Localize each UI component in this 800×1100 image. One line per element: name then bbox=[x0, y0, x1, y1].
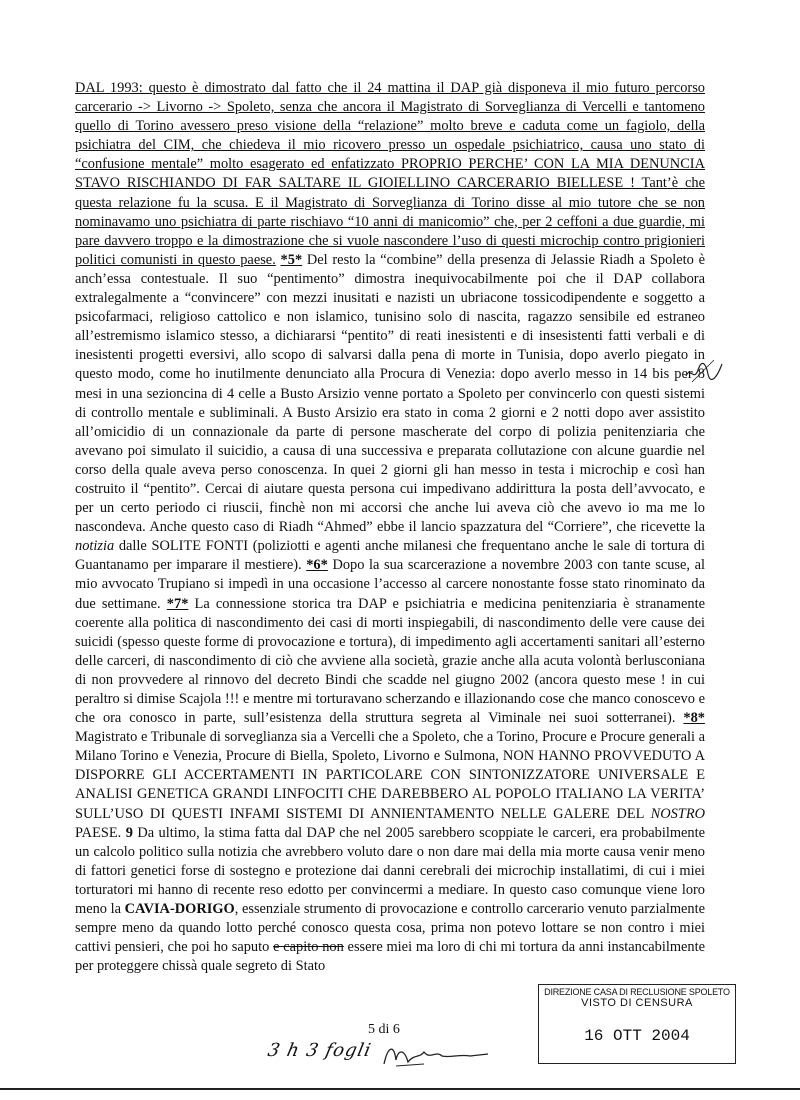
stamp-title: VISTO DI CENSURA bbox=[581, 997, 693, 1009]
text-segment: *8* bbox=[683, 710, 705, 727]
text-segment: La connessione storica tra DAP e psichiatria e medicina penitenziaria è stranamente coerente alla politica di nascondimento dei casi di morti inspiegabili, di nascondimento delle vere cause dei suicidi (spesso queste forme di provocazione e tortura), di impedimento agli accertamenti sanitari all’esterno delle carceri, di nascondimento di ciò che avviene alla società, grazie anche alla acuta volontà berlusconiana di non provvedere al rinnovo del decreto Bindi che scadde nel giugno 2002 (ancora questo mese ! in cui peraltro si dimise Scajola !!! e mentre mi torturavano scherzando e illazionando cose che manco conoscevo e che ora conosco in parte, sull’esistenza della struttura segreta al Viminale nei suoi sotterranei). bbox=[75, 595, 705, 727]
text-segment: essere miei ma loro di chi mi tortura da anni instancabilmente per proteggere chissà quale segreto di Stato bbox=[75, 939, 705, 975]
text-segment: NOSTRO bbox=[650, 805, 705, 822]
text-segment: e capito non bbox=[273, 939, 344, 956]
page-number: 5 di 6 bbox=[368, 1022, 400, 1037]
handwritten-signature bbox=[380, 1040, 490, 1070]
text-segment: 9 bbox=[121, 824, 133, 841]
text-segment: notizia bbox=[75, 538, 115, 555]
censorship-stamp bbox=[538, 984, 736, 1064]
document-body bbox=[75, 79, 705, 976]
text-segment: dalle SOLITE FONTI (poliziotti e agenti anche milanesi che frequentano anche le sale di tortura di Guantanamo per imparare il mestiere). bbox=[75, 538, 705, 574]
stamp-date: 16 OTT 2004 bbox=[584, 1027, 690, 1045]
text-segment: , essenziale strumento di provocazione e controllo carcerario venuto parzialmente sempre meno da quando lotto perché conosco questa cosa, prima non potevo lottare se non contro i miei cattivi pensieri, che poi ho saputo bbox=[75, 901, 705, 956]
text-segment: CAVIA-DORIGO bbox=[124, 901, 235, 918]
text-segment: Magistrato e Tribunale di sorveglianza sia a Vercelli che a Spoleto, che a Torino, Procure e Procure generali a Milano Torino e Venezia, Procure di Biella, Spoleto, Livorno e Sulmona, NON HANNO PROVVEDUTO A DISPORRE GLI ACCERTAMENTI IN PARTICOLARE CON SINTONIZZATORE UNIVERSALE E ANALISI GENETICA GRANDI LINFOCITI CHE DAREBBERO AL POPOLO ITALIANO LA VERITA’ SULL’USO DI QUESTI INFAMI SISTEMI DI ANNIENTAMENTO NELLE GALERE DEL bbox=[75, 729, 705, 822]
text-segment: DAL 1993: questo è dimostrato dal fatto che il 24 mattina il DAP già disponeva il mio futuro percorso carcerario -> Livorno -> Spoleto, senza che ancora il Magistrato di Sorveglianza di Vercelli e tantomeno quello di Torino avessero preso visione della “relazione” molto breve e caduta come un fagiolo, della psichiatra del CIM, che chiedeva il mio ricovero presso un ospedale psichiatrico, causa uno stato di “confusione mentale” molto esagerato ed enfatizzato PROPRIO PERCHE’ CON LA MIA DENUNCIA STAVO RISCHIANDO DI FAR SALTARE IL GIOIELLINO CARCERARIO BIELLESE ! Tant’è che questa relazione fu la scusa. E il Magistrato di Sorveglianza di Torino disse al mio tutore che se non nominavamo uno psichiatra di parte rischiavo “10 anni di manicomio” che, per 2 ceffoni a due guardie, mi pare davvero troppo e la dimostrazione che si vuole nascondere l’uso di questi microchip contro prigionieri politici comunisti in questo paese. bbox=[75, 80, 705, 268]
text-segment: *7* bbox=[166, 595, 189, 612]
text-segment: Dopo la sua scarcerazione a novembre 2003 con tante scuse, al mio avvocato Trupiano si impedì in una occasione l’accesso al carcere nonostante fosse stato rinominato da due settimane. bbox=[75, 557, 706, 612]
text-segment: *5* bbox=[280, 251, 303, 268]
stamp-institution: DIREZIONE CASA DI RECLUSIONE SPOLETO bbox=[544, 987, 730, 997]
text-segment: Del resto la “combine” della presenza di Jelassie Riadh a Spoleto è anch’essa contestuale. Il suo “pentimento” dimostra inequivocabilmente poi che il DAP collabora extralegalmente a “convincere” con mezzi inusitati e nazisti un ubriacone tossicodipendente e soggetto a psicofarmaci, religioso cattolico e non islamico, tunisino solo di nascita, ragazzo sensibile ed estraneo all’estremismo islamico stesso, a dichiararsi “pentito” di reati inesistenti e di insesistenti fatti verbali e di inesistenti progetti eversivi, allo scopo di salvarsi dalla pena di morte in Tunisia, dopo averlo piegato in questo modo, come ho inutilmente denunciato alla Procura di Venezia: dopo averlo messo in 14 bis per 8 mesi in una sezioncina di 4 celle a Busto Arsizio venne portato a Spoleto per convincerlo con questi sistemi di controllo mentale e subliminali. A Busto Arsizio era stato in coma 2 giorni e 2 notti dopo aver assistito all’omicidio di un connazionale da parte di persone mascherate del corpo di polizia penitenziaria che avevano poi simulato il suicidio, a causa di una successiva e preparata collutazione con alcune guardie nel corso della quale aveva perso conoscenza. In quei 2 giorni gli han messo in testa i microchip e così han costruito il “pentito”. Cercai di aiutare questa persona cui impedivano addirittura la posta dell’avvocato, e per un certo periodo ci riuscii, finchè non mi accorsi che anche lui aveva ciò che avevo io ma me lo nascondeva. Anche questo caso di Riadh “Ahmed” ebbe il lancio spazzatura del “Corriere”, che ricevette la bbox=[75, 251, 705, 536]
bottom-border-line bbox=[0, 1088, 800, 1090]
text-segment: *6* bbox=[306, 557, 328, 574]
margin-handwritten-annotation bbox=[684, 356, 724, 386]
handwritten-note: 3 h 3 fogli bbox=[265, 1040, 374, 1061]
text-segment: PAESE. bbox=[75, 824, 122, 841]
text-segment: Da ultimo, la stima fatta dal DAP che nel 2005 sarebbero scoppiate le carceri, era probabilmente un calcolo politico sulla notizia che avrebbero voluto dare o non dare mai della mia morte causa venir meno di fattori genetici forse di sostegno e protezione dai danni cerebrali dei microchip installatimi, di cui i miei torturatori mi hanno di recente reso edotto per convincermi a mediare. In questo caso comunque viene loro meno la bbox=[75, 824, 705, 918]
